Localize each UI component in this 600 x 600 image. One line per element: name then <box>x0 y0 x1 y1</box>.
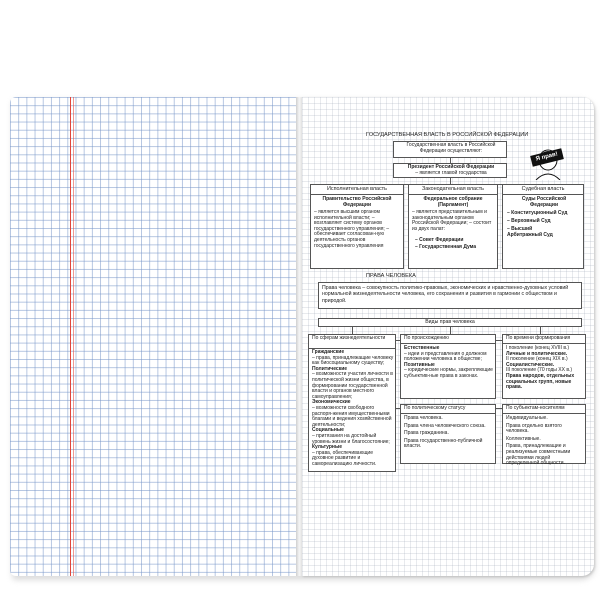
president-subtitle: – является главой государства <box>415 170 487 176</box>
status-item: Права государственно-публичной власти. <box>404 437 483 450</box>
sphere-text: – возможности свободного распоря-жения имущественными благами и ведения хозяйственной деятельности; <box>312 404 392 428</box>
connector <box>352 327 353 334</box>
state-power-text: Государственная власть в Российской Федерации осуществляют: <box>406 142 496 154</box>
divider <box>401 343 495 344</box>
rights-title: ПРАВА ЧЕЛОВЕКА <box>366 273 416 279</box>
spheres-list <box>312 350 394 467</box>
rights-definition-box <box>318 282 582 309</box>
margin-line-secondary <box>73 97 74 576</box>
chamber-1: – Совет Федерации <box>415 237 464 243</box>
time-list <box>506 346 584 391</box>
divider <box>409 194 497 195</box>
legislative-branch-box <box>408 184 498 269</box>
types-header-box <box>318 318 582 327</box>
judicial-title: Суды Российской Федерации <box>521 196 567 208</box>
executive-branch-box <box>310 184 404 269</box>
spheres-box <box>308 334 396 472</box>
chamber-2: – Государственная Дума <box>415 244 477 250</box>
connector <box>396 408 400 409</box>
sphere-term: Политические <box>312 365 348 372</box>
political-status-box <box>400 404 496 464</box>
divider <box>503 413 585 414</box>
state-power-box <box>393 141 507 158</box>
sphere-text: – права, принадлежащие человеку как биосоциальному существу; <box>312 354 394 367</box>
time-box <box>502 334 586 399</box>
stamp-label: Я прав! <box>530 148 564 166</box>
legislative-title: Федеральное собрание (Парламент) <box>423 196 483 208</box>
sphere-text: – возможности участия личности в политической жизни общества, в формировании государственной власти и органов местного самоуправления; <box>312 371 393 400</box>
court-2: – Верховный Суд <box>507 218 551 224</box>
time-line: III поколение (70 годы XX в.) <box>506 367 573 374</box>
court-3: – Высший Арбитражный Суд <box>507 226 553 238</box>
court-1: – Конституционный Суд <box>507 210 568 216</box>
sphere-text: – права, обеспечивающие духовное развитие и самореализацию личности. <box>312 449 377 467</box>
origin-term: Позитивные <box>404 361 435 368</box>
status-item: Права члена человеческого союза. <box>404 422 486 429</box>
status-item: Права человека. <box>404 415 443 421</box>
grid-page <box>10 97 298 576</box>
connector <box>396 340 400 341</box>
origin-term: Естественные <box>404 345 440 351</box>
political-status-list <box>404 416 486 450</box>
subject-item: Права отдельно взятого человека. <box>506 422 562 435</box>
origin-text: – юридические нормы, закрепляющие субъектив-ные права в законах. <box>404 367 493 379</box>
sphere-text: – притязания на достойный уровень жизни и благосостояние; <box>312 432 390 445</box>
divider <box>503 194 583 195</box>
divider <box>401 413 495 414</box>
connector <box>496 408 502 409</box>
spheres-header: По сферам жизнедеятельности <box>312 335 386 341</box>
origin-list <box>404 346 494 380</box>
legislative-body: – является представительным и законодательным органом Российской Федерации; – состоит из двух палат: <box>412 209 492 232</box>
subjects-list <box>506 416 584 467</box>
types-header: Виды прав человека <box>425 319 475 325</box>
time-line: I поколение (конец XVIII в.) <box>506 345 570 351</box>
president-box <box>393 163 507 178</box>
sphere-term: Гражданские <box>312 349 345 355</box>
rights-definition: Права человека – совокупность политико-правовых, экономических и нравственно-духовных условий нормальной жизнедеятельности человека, его сохранения и развития в гармонии с обществом и природой. <box>322 285 569 304</box>
sphere-term: Экономические <box>312 399 351 406</box>
margin-line <box>70 97 71 576</box>
subject-item: Права, принадлежащие и реализуемые совместными действиями людей определенной общности. <box>506 443 571 467</box>
time-line: II поколение (конец XIX в.) <box>506 356 568 363</box>
executive-header: Исполнительная власть <box>327 186 387 192</box>
status-item: Права гражданина. <box>404 430 449 437</box>
time-line: Личные и политические. <box>506 350 568 357</box>
origin-box <box>400 334 496 399</box>
subjects-box <box>502 404 586 467</box>
divider <box>503 343 585 344</box>
executive-title: Правительство Российской Федерации <box>322 196 392 208</box>
judicial-header: Судебная власть <box>521 186 565 192</box>
president-title: Президент Российской Федерации <box>407 164 495 170</box>
legislative-header: Законодательная власть <box>422 186 484 192</box>
divider <box>311 194 403 195</box>
subjects-header: По субъектам-носителям <box>506 405 565 411</box>
judicial-branch-box <box>502 184 584 269</box>
page-title: ГОСУДАРСТВЕННАЯ ВЛАСТЬ В РОССИЙСКОЙ ФЕДЕРАЦИИ <box>366 132 529 138</box>
sphere-term: Культурные <box>312 444 342 451</box>
connector <box>496 340 502 341</box>
time-line: Социалистические. <box>506 361 555 368</box>
subject-item: Индивидуальные. <box>506 415 548 421</box>
connector <box>540 327 541 334</box>
connector <box>450 327 451 334</box>
sphere-term: Социальные <box>312 427 344 434</box>
subject-item: Коллективные. <box>506 435 541 442</box>
origin-text: – идеи и представления о должном положении человека в обществе; <box>404 350 487 363</box>
time-line: Права народов, отдельных социальных групп, новые права. <box>506 372 575 391</box>
time-header: По времени формирования <box>506 335 571 341</box>
political-status-header: По политическому статусу <box>404 405 466 411</box>
executive-body: – является высшим органом исполнительной власти; – возглавляет систему органов государственного управления; – обеспечивает согласован-ную деятельность органов государственного управления <box>314 209 389 249</box>
origin-header: По происхождению <box>404 335 449 341</box>
